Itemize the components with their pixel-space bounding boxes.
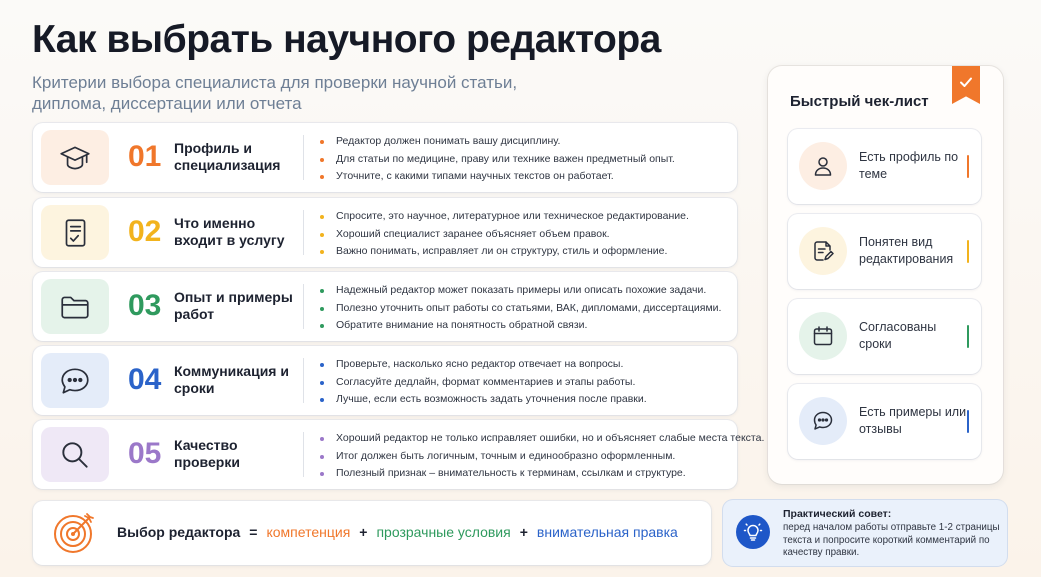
divider (303, 135, 304, 180)
bullet-item: Лучше, если есть возможность задать уточнения после правки. (318, 391, 647, 409)
graduation-cap-icon (41, 130, 109, 185)
criterion-title: Качество проверки (174, 437, 240, 470)
bullet-item: Важно понимать, исправляет ли он структуру, стиль и оформление. (318, 243, 689, 261)
bullet-item: Проверьте, насколько ясно редактор отвечает на вопросы. (318, 356, 647, 374)
bullet-item: Для статьи по медицине, праву или технике важен предметный опыт. (318, 151, 675, 169)
criterion-row-1 (33, 123, 737, 192)
lightbulb-icon (736, 515, 770, 549)
bullet-item: Обратите внимание на понятность обратной связи. (318, 317, 721, 335)
checklist-item-editing-type (788, 214, 981, 289)
formula-term-editing: внимательная правка (536, 524, 678, 540)
accent-bar (967, 410, 969, 433)
divider (303, 284, 304, 329)
checklist-label: Есть примеры или отзывы (859, 405, 967, 436)
checklist-item-profile (788, 129, 981, 204)
bullet-item: Хороший специалист заранее объясняет объем правок. (318, 226, 689, 244)
divider (303, 432, 304, 477)
bullet-item: Уточните, с какими типами научных текстов он работает. (318, 168, 675, 186)
checklist-title: Быстрый чек-лист (790, 93, 929, 110)
bullet-item: Надежный редактор может показать примеры или описать похожие задачи. (318, 282, 721, 300)
criterion-bullets (318, 208, 689, 261)
bullet-item: Согласуйте дедлайн, формат комментариев и этапы работы. (318, 374, 647, 392)
target-icon (49, 510, 101, 556)
bullet-item: Итог должен быть логичным, точным и единообразно оформленным. (318, 448, 764, 466)
checklist-label: Есть профиль по теме (859, 150, 959, 181)
calendar-icon (799, 312, 847, 360)
magnifier-icon (41, 427, 109, 482)
criterion-title: Опыт и примеры работ (174, 289, 293, 322)
formula-text (117, 524, 678, 540)
formula-term-conditions: прозрачные условия (376, 524, 511, 540)
checklist-item-reviews (788, 384, 981, 459)
criterion-title: Коммуникация и сроки (174, 363, 289, 396)
criterion-row-2 (33, 198, 737, 267)
document-edit-icon (799, 227, 847, 275)
tip-title: Практический совет: (783, 508, 892, 520)
checklist-label: Понятен вид редактирования (859, 235, 954, 266)
criterion-bullets (318, 282, 721, 335)
accent-bar (967, 325, 969, 348)
criterion-title: Профиль и специализация (174, 140, 281, 173)
divider (303, 210, 304, 255)
chat-bubble-icon (799, 397, 847, 445)
criterion-bullets (318, 133, 675, 186)
bullet-item: Полезно уточнить опыт работы со статьями, ВАК, дипломами, диссертациями. (318, 300, 721, 318)
equals-sign: = (249, 524, 258, 540)
plus-sign: + (359, 524, 368, 540)
criterion-bullets (318, 430, 764, 483)
page-title: Как выбрать научного редактора (32, 18, 661, 61)
bullet-item: Хороший редактор не только исправляет ошибки, но и объясняет слабые места текста. (318, 430, 764, 448)
criterion-number: 04 (128, 363, 162, 396)
folder-icon (41, 279, 109, 334)
formula-lead: Выбор редактора (117, 524, 241, 540)
chat-bubble-icon (41, 353, 109, 408)
person-icon (799, 142, 847, 190)
criterion-row-4 (33, 346, 737, 415)
checklist-item-deadlines (788, 299, 981, 374)
checklist-label: Согласованы сроки (859, 320, 937, 351)
criterion-row-5 (33, 420, 765, 489)
criterion-bullets (318, 356, 647, 409)
bullet-item: Спросите, это научное, литературное или техническое редактирование. (318, 208, 689, 226)
page-subtitle: Критерии выбора специалиста для проверки научной статьи, диплома, диссертации или отчета (32, 73, 518, 113)
checkmark-icon (952, 66, 980, 104)
criterion-row-3 (33, 272, 737, 341)
divider (303, 358, 304, 403)
formula-bar (33, 501, 711, 565)
criterion-number: 01 (128, 140, 162, 173)
criterion-number: 02 (128, 215, 162, 248)
plus-sign: + (519, 524, 528, 540)
formula-term-competence: компетенция (266, 524, 351, 540)
document-check-icon (41, 205, 109, 260)
criterion-title: Что именно входит в услугу (174, 215, 285, 248)
criterion-number: 03 (128, 289, 162, 322)
criterion-number: 05 (128, 437, 162, 470)
tip-text: перед началом работы отправьте 1-2 страницы текста и попросите короткий комментарий по качеству правки. (783, 522, 1000, 558)
bullet-item: Полезный признак – внимательность к терминам, ссылкам и структуре. (318, 465, 764, 483)
bullet-item: Редактор должен понимать вашу дисциплину. (318, 133, 675, 151)
quick-checklist (768, 66, 1003, 484)
accent-bar (967, 155, 969, 178)
practical-tip (723, 500, 1007, 566)
accent-bar (967, 240, 969, 263)
